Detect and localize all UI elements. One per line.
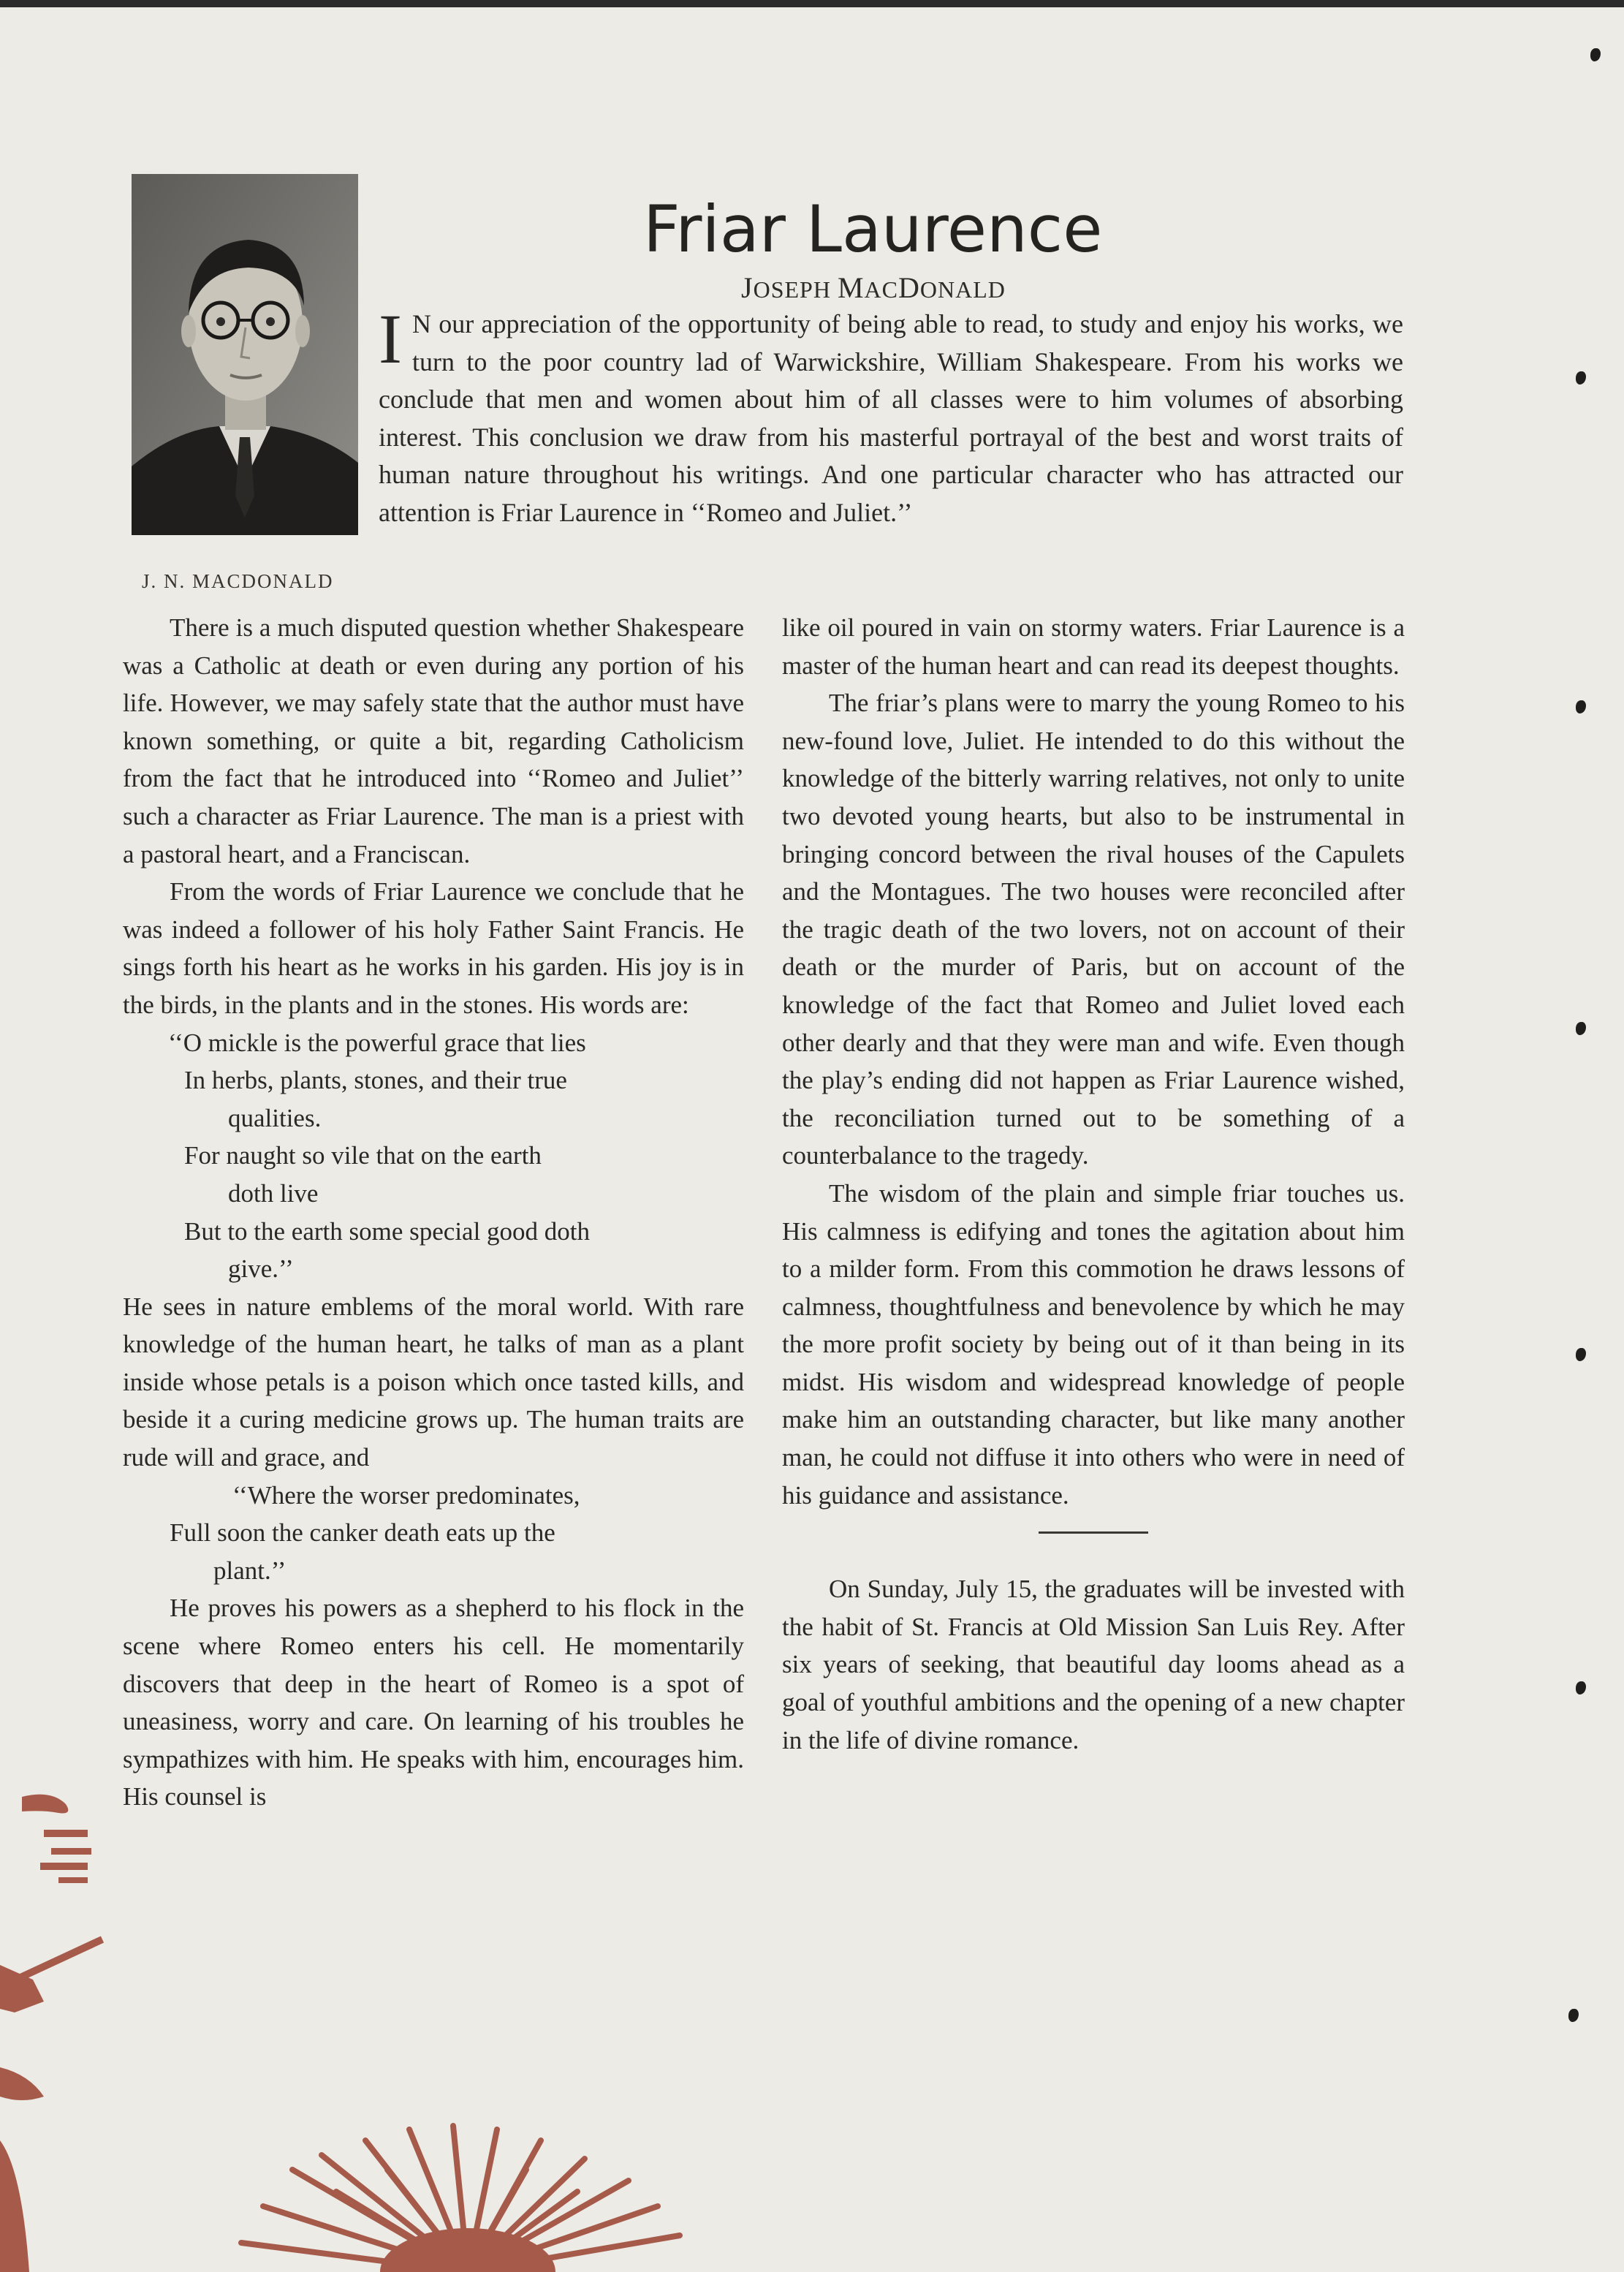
byline-last-name-rest: ONALD — [919, 276, 1006, 303]
poem1-line-2b: qualities. — [228, 1103, 322, 1132]
left-paragraph-2: From the words of Friar Laurence we conclude that he was indeed a follower of his holy Father Saint Francis. He sings forth his heart as he works in his garden. His joy is in the birds, in the plants and in the stones. His words are: — [123, 877, 744, 1019]
article-byline — [741, 270, 1006, 305]
binding-mark — [1576, 1348, 1586, 1361]
binding-mark — [1568, 2009, 1579, 2022]
left-column — [123, 609, 744, 1816]
poem-quote-2 — [123, 1477, 744, 1590]
author-portrait-photo — [132, 174, 358, 535]
right-paragraph-3: The wisdom of the plain and simple friar touches us. His calmness is edifying and tones the agitation about him to a milder form. From this commotion he draws lessons of calmness, thoughtfulness and benevolence by which he may the more profit society by being out of it than being in its midst. His wisdom and widespread knowledge of people make him an outstanding character, but like many another man, he could not diffuse it into others who were in need of his guidance and assistance. — [782, 1178, 1405, 1510]
left-paragraph-3: He sees in nature emblems of the moral world. With rare knowledge of the human heart, he talks of man as a plant inside whose petals is a poison which once tasted kills, and beside it a curing medicine grows up. The human traits are rude will and grace, and — [123, 1292, 744, 1472]
portrait-illustration — [132, 174, 358, 535]
left-paragraph-1: There is a much disputed question whether Shakespeare was a Catholic at death or even during any portion of his life. However, we may safely state that the author must have known something, or quite a bit, regarding Catholicism from the fact that he introduced into ‘‘Romeo and Juliet’’ such a character as Friar Laurence. The man is a priest with a pastoral heart, and a Franciscan. — [123, 613, 744, 868]
right-column — [782, 609, 1405, 1759]
intro-text: N our appreciation of the opportunity of being able to read, to study and enjoy his works, we turn to the poor country lad of Warwickshire, William Shakespeare. From his works we conclude that men and women about him of all classes were to him volumes of absorbing interest. This conclusion we draw from his masterful portrayal of the best and worst traits of human nature throughout his writings. And one particular character who has attracted our attention is Friar Laurence in ‘‘Romeo and Juliet.’’ — [379, 309, 1403, 527]
binding-mark — [1576, 1022, 1586, 1035]
poem1-line-4: But to the earth some special good doth — [184, 1216, 591, 1246]
byline-initial-j: J — [741, 271, 754, 304]
photo-caption: J. N. MACDONALD — [142, 570, 334, 592]
right-paragraph-1: like oil poured in vain on stormy waters. Friar Laurence is a master of the human heart and can read its deepest thoughts. — [782, 613, 1405, 680]
right-paragraph-2: The friar’s plans were to marry the young Romeo to his new-found love, Juliet. He intended to do this without the knowledge of the bitterly warring relatives, not only to unite two devoted young hearts, but also to be instrumental in bringing concord between the rival houses of the Capulets and the Montagues. The two houses were reconciled after the tragic death of the two lovers, not on account of their death or the murder of Paris, but on account of the knowledge of the fact that Romeo and Juliet loved each other dearly and that they were man and wife. Even though the play’s ending did not happen as Friar Laurence wished, the reconciliation turned out to be something of a counterbalance to the tragedy. — [782, 689, 1405, 1170]
byline-first-name-rest: OSEPH — [753, 276, 838, 303]
decorative-ornament — [0, 1760, 804, 2272]
left-paragraph-4: He proves his powers as a shepherd to his flock in the scene where Romeo enters his cell. He momentarily discovers that deep in the heart of Romeo is a spot of uneasiness, worry and care. On learning of his troubles he sympathizes with him. He speaks with him, encourages him. His counsel is — [123, 1594, 744, 1811]
page-top-edge — [0, 0, 1624, 7]
binding-mark — [1576, 700, 1586, 713]
byline-initial-d: D — [898, 271, 920, 304]
poem1-line-4b: give.’’ — [228, 1254, 294, 1284]
byline-initial-m: M — [837, 271, 865, 304]
binding-mark — [1576, 1681, 1586, 1694]
poem2-line-1: ‘‘Where the worser predominates, — [232, 1480, 580, 1510]
intro-paragraph — [379, 300, 1403, 532]
drop-cap: I — [379, 300, 402, 378]
poem1-line-3: For naught so vile that on the earth — [184, 1141, 542, 1170]
poem-quote-1 — [123, 1024, 744, 1288]
poem2-line-2: Full soon the canker death eats up the — [170, 1518, 555, 1548]
section-divider-rule — [1039, 1531, 1148, 1534]
poem1-line-2: In herbs, plants, stones, and their true — [184, 1066, 567, 1095]
poem1-line-3b: doth live — [228, 1178, 319, 1208]
article-title: Friar Laurence — [643, 192, 1103, 267]
byline-last-name-ac: AC — [864, 276, 898, 303]
binding-mark — [1576, 371, 1586, 385]
investiture-notice: On Sunday, July 15, the graduates will be invested with the habit of St. Francis at Old Mission San Luis Rey. After six years of seeking, that beautiful day looms ahead as a goal of youthful ambitions and the opening of a new chapter in the life of divine romance. — [782, 1575, 1405, 1754]
poem1-line-1: ‘‘O mickle is the powerful grace that lies — [168, 1028, 586, 1057]
poem2-line-2b: plant.’’ — [213, 1556, 287, 1585]
binding-mark — [1590, 48, 1601, 61]
